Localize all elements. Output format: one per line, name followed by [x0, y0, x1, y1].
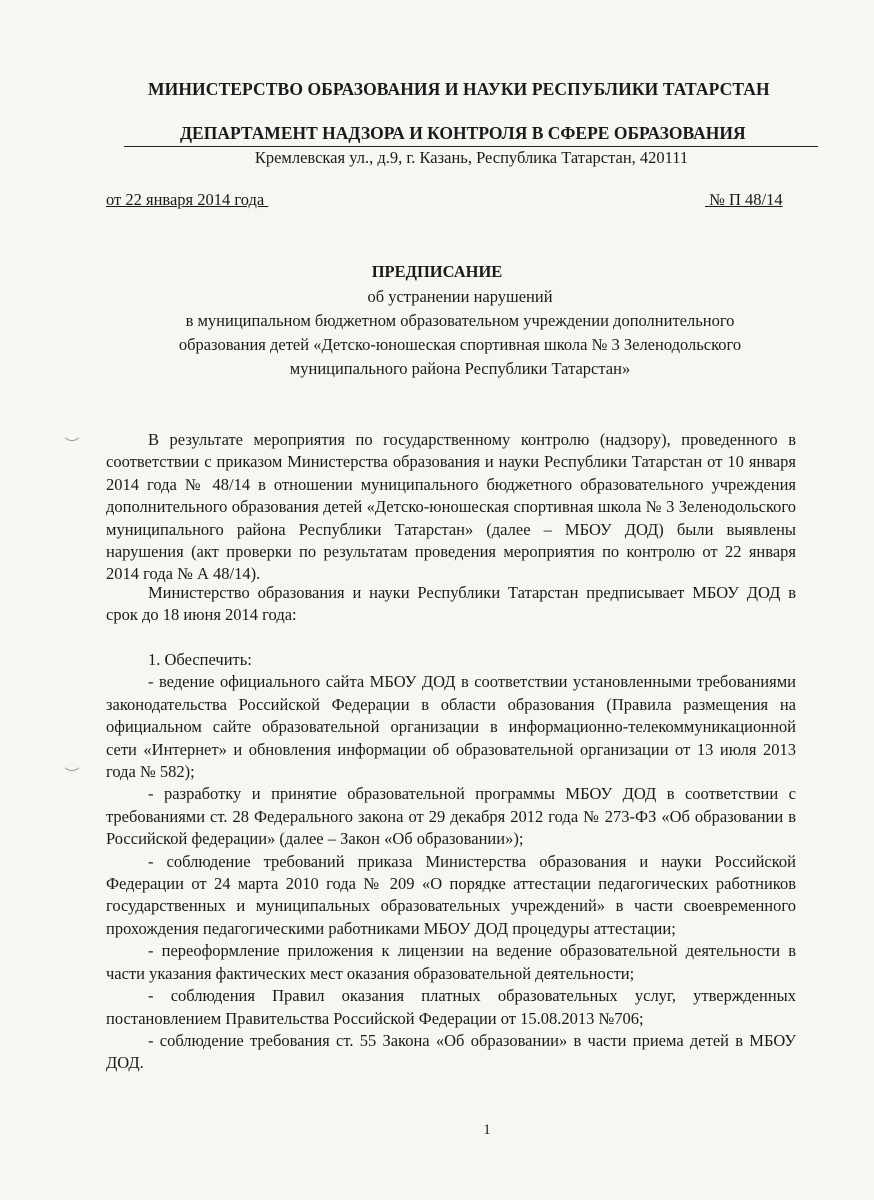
document-date: от 22 января 2014 года — [106, 190, 269, 209]
subtitle-line: об устранении нарушений — [367, 287, 553, 306]
document-title: ПРЕДПИСАНИЕ — [371, 262, 503, 281]
document-number: № П 48/14 — [705, 190, 783, 209]
document-subtitle — [100, 285, 820, 381]
department-header: ДЕПАРТАМЕНТ НАДЗОРА И КОНТРОЛЯ В СФЕРЕ ОБРАЗОВАНИЯ — [180, 123, 746, 143]
list-item: - соблюдения Правил оказания платных образовательных услуг, утвержденных постановлением Правительства Российской Федерации от 15.08.2013 №706; — [106, 986, 796, 1028]
subtitle-line: образования детей «Детско-юношеская спортивная школа № 3 Зеленодольского — [178, 335, 742, 354]
prescribes-paragraph: Министерство образования и науки Республики Татарстан предписывает МБОУ ДОД в срок до 18 июня 2014 года: — [106, 583, 796, 625]
punch-hole-mark — [62, 425, 82, 441]
page-number: 1 — [483, 1122, 491, 1138]
list-item: - переоформление приложения к лицензии на ведение образовательной деятельности в части указания фактических мест оказания образовательной деятельности; — [106, 941, 796, 983]
list-item: - ведение официального сайта МБОУ ДОД в соответствии установленными требованиями законодательства Российской Федерации в области образования (Правила размещения на официальном сайте образовательной организации в информационно-телекоммуникационной сети «Интернет» и обновления информации об образовательной организации от 13 июля 2013 года № 582); — [106, 672, 796, 782]
prescribes-paragraph-block — [106, 582, 796, 627]
item-heading: 1. Обеспечить: — [148, 650, 252, 669]
header-divider — [124, 146, 818, 147]
punch-hole-mark — [62, 755, 82, 771]
subtitle-line: в муниципальном бюджетном образовательном учреждении дополнительного — [185, 311, 735, 330]
list-item: - соблюдение требований приказа Министерства образования и науки Российской Федерации от 24 марта 2010 года № 209 «О порядке аттестации педагогических работников государственных и муниципальных образовательных учреждений» в части своевременного прохождения педагогическими работниками МБОУ ДОД процедуры аттестации; — [106, 851, 796, 938]
list-item: - разработку и принятие образовательной программы МБОУ ДОД в соответствии с требованиями ст. 28 Федерального закона от 29 декабря 2012 года № 273-ФЗ «Об образовании в Российской федерации» (далее – Закон «Об образовании»); — [106, 784, 796, 849]
subtitle-line: муниципального района Республики Татарстан» — [289, 359, 631, 378]
intro-paragraph: В результате мероприятия по государственному контролю (надзору), проведенного в соответствии с приказом Министерства образования и науки Республики Татарстан от 10 января 2014 года № 48/14 в отношении муниципального бюджетного образовательного учреждения дополнительного образования детей «Детско-юношеская спортивная школа № 3 Зеленодольского муниципального района Республики Татарстан» (далее – МБОУ ДОД) были выявлены нарушения (акт проверки по результатам проведения мероприятия по контролю от 22 января 2014 года № А 48/14). — [106, 430, 796, 584]
list-item: - соблюдение требования ст. 55 Закона «Об образовании» в части приема детей в МБОУ ДОД. — [106, 1030, 796, 1073]
ministry-header: МИНИСТЕРСТВО ОБРАЗОВАНИЯ И НАУКИ РЕСПУБЛИКИ ТАТАРСТАН — [148, 79, 770, 99]
items-block — [106, 649, 796, 1075]
intro-paragraph-block — [106, 429, 796, 586]
address-line: Кремлевская ул., д.9, г. Казань, Республика Татарстан, 420111 — [254, 148, 689, 167]
